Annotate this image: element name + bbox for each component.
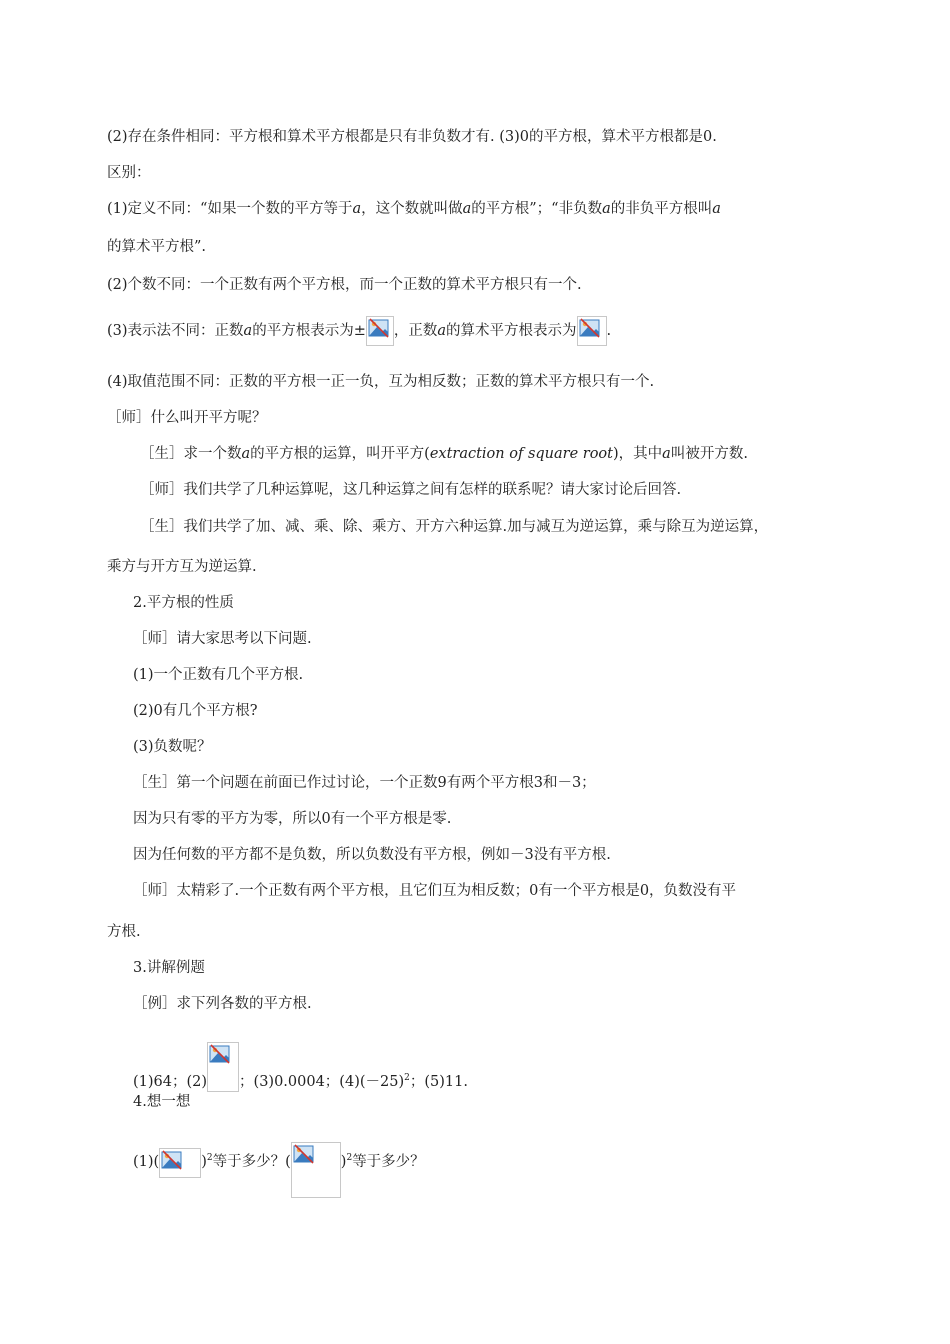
variable-a: a bbox=[241, 446, 251, 462]
text-line-16: (2)0有几个平方根? bbox=[133, 703, 258, 719]
text-line-3 bbox=[107, 199, 721, 219]
text-line-12: 乘方与开方互为逆运算. bbox=[107, 559, 257, 575]
text-line-25 bbox=[133, 1042, 468, 1092]
section-heading: 2.平方根的性质 bbox=[133, 595, 234, 611]
text-line-21: ［师］太精彩了.一个正数有两个平方根，且它们互为相反数；0有一个平方根是0，负数没有平 bbox=[133, 883, 737, 899]
variable-a: a bbox=[602, 201, 611, 217]
superscript: 2 bbox=[346, 1153, 353, 1163]
text-span: 的算术平方根表示为 bbox=[446, 323, 577, 339]
text-span: 叫被开方数. bbox=[670, 446, 748, 462]
broken-image-icon bbox=[207, 1042, 239, 1092]
variable-a: a bbox=[712, 201, 721, 217]
text-span: 等于多少？( bbox=[212, 1154, 291, 1170]
text-line-20: 因为任何数的平方都不是负数，所以负数没有平方根，例如－3没有平方根. bbox=[133, 847, 611, 863]
text-span: 的平方根的运算，叫开平方( bbox=[250, 446, 430, 462]
variable-a: a bbox=[352, 201, 362, 217]
text-span: . bbox=[606, 323, 612, 339]
text-line-5: (2)个数不同：一个正数有两个平方根，而一个正数的算术平方根只有一个. bbox=[107, 277, 582, 293]
text-line-2: 区别： bbox=[107, 165, 151, 181]
text-line-4: 的算术平方根”. bbox=[107, 239, 207, 255]
text-span: ，这个数就叫做 bbox=[361, 201, 463, 217]
variable-a: a bbox=[662, 446, 671, 462]
text-line-22: 方根. bbox=[107, 924, 141, 940]
text-span: 的非负平方根叫 bbox=[610, 201, 713, 217]
text-line-6 bbox=[107, 316, 611, 346]
text-line-19: 因为只有零的平方为零，所以0有一个平方根是零. bbox=[133, 811, 452, 827]
superscript: 2 bbox=[404, 1073, 410, 1083]
text-line-8: ［师］什么叫开平方呢？ bbox=[107, 410, 267, 426]
text-span: ) bbox=[340, 1154, 347, 1170]
text-line-27 bbox=[133, 1142, 425, 1198]
text-span: ) bbox=[201, 1154, 207, 1170]
text-span: )，其中 bbox=[613, 446, 663, 462]
text-line-11: ［生］我们共学了加、减、乘、除、乘方、开方六种运算.加与减互为逆运算，乘与除互为逆运算， bbox=[140, 519, 769, 535]
superscript: 2 bbox=[206, 1153, 213, 1163]
variable-a: a bbox=[437, 323, 447, 339]
text-line-10: ［师］我们共学了几种运算呢，这几种运算之间有怎样的联系呢？请大家讨论后回答. bbox=[140, 482, 682, 498]
text-line-7: (4)取值范围不同：正数的平方根一正一负，互为相反数；正数的算术平方根只有一个. bbox=[107, 374, 655, 390]
variable-a: a bbox=[243, 323, 253, 339]
variable-a: a bbox=[462, 201, 472, 217]
text-span: ；(3)0.0004；(4)(－25) bbox=[239, 1074, 405, 1090]
text-span: ［生］求一个数 bbox=[140, 446, 242, 462]
text-span: ，正数 bbox=[393, 323, 438, 339]
broken-image-icon bbox=[366, 316, 394, 346]
broken-image-icon bbox=[577, 316, 607, 346]
text-line-14: ［师］请大家思考以下问题. bbox=[133, 631, 312, 647]
text-span: 的平方根表示为± bbox=[252, 323, 366, 339]
text-span: 等于多少？ bbox=[352, 1154, 425, 1170]
text-span: (3)表示法不同：正数 bbox=[107, 323, 244, 339]
broken-image-icon bbox=[159, 1148, 201, 1178]
text-line-24: ［例］求下列各数的平方根. bbox=[133, 996, 312, 1012]
text-line-1: (2)存在条件相同：平方根和算术平方根都是只有非负数才有. (3)0的平方根，算术平方根都是0. bbox=[107, 129, 717, 145]
english-term: extraction of square root bbox=[429, 446, 613, 462]
text-span: ；(5)11. bbox=[409, 1074, 468, 1090]
text-span: (1)( bbox=[133, 1154, 160, 1170]
text-line-18: ［生］第一个问题在前面已作过讨论，一个正数9有两个平方根3和－3； bbox=[133, 775, 596, 791]
text-line-9 bbox=[140, 444, 748, 464]
text-span: 的平方根”；“非负数 bbox=[471, 201, 603, 217]
section-heading: 3.讲解例题 bbox=[133, 960, 205, 976]
text-span: (1)64；(2) bbox=[133, 1074, 208, 1090]
broken-image-icon bbox=[291, 1142, 341, 1198]
text-line-17: (3)负数呢？ bbox=[133, 739, 212, 755]
text-line-15: (1)一个正数有几个平方根. bbox=[133, 667, 304, 683]
text-span: (1)定义不同：“如果一个数的平方等于 bbox=[107, 201, 353, 217]
section-heading: 4.想一想 bbox=[133, 1094, 191, 1110]
